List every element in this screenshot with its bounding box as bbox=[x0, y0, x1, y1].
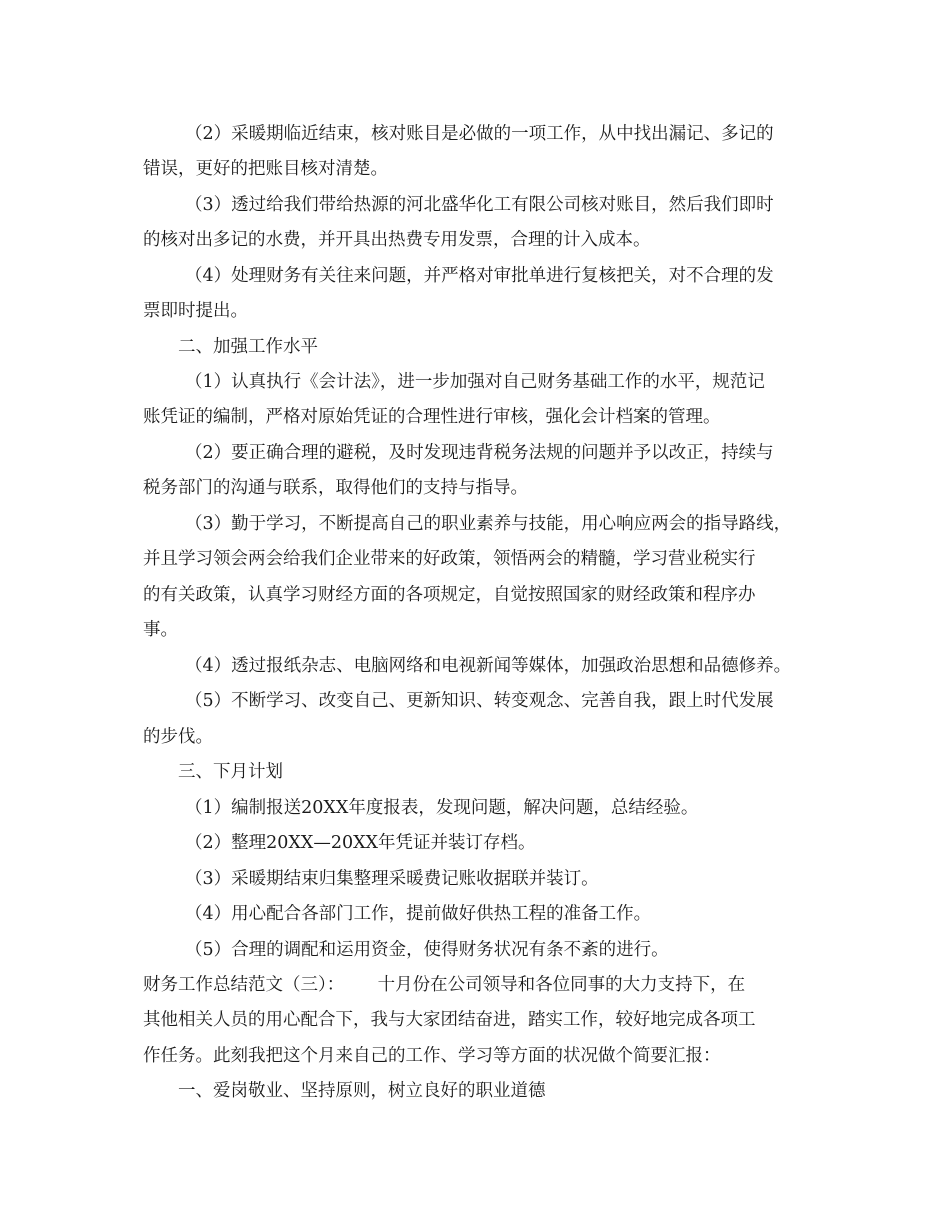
text-line: （4）处理财务有关往来问题，并严格对审批单进行复核把关，对不合理的发 bbox=[185, 266, 774, 286]
text-line: （3）勤于学习，不断提高自己的职业素养与技能，用心响应两会的指导路线， bbox=[185, 514, 792, 534]
text-line: 的核对出多记的水费，并开具出热费专用发票，合理的计入成本。 bbox=[143, 230, 651, 250]
section-heading: 二、加强工作水平 bbox=[178, 337, 318, 357]
section-heading: 一、爱岗敬业、坚持原则，树立良好的职业道德 bbox=[178, 1081, 546, 1101]
text-line: （3）透过给我们带给热源的河北盛华化工有限公司核对账目，然后我们即时 bbox=[185, 195, 774, 215]
text-line: 票即时提出。 bbox=[143, 301, 248, 321]
text-line: 其他相关人员的用心配合下，我与大家团结奋进，踏实工作，较好地完成各项工 bbox=[143, 1010, 756, 1030]
text-line: （4）用心配合各部门工作，提前做好供热工程的准备工作。 bbox=[185, 904, 652, 924]
text-line: 账凭证的编制，严格对原始凭证的合理性进行审核，强化会计档案的管理。 bbox=[143, 407, 721, 427]
text-line: （3）采暖期结束归集整理采暖费记账收据联并装订。 bbox=[185, 869, 599, 889]
text-line: （2）采暖期临近结束，核对账目是必做的一项工作，从中找出漏记、多记的 bbox=[185, 124, 774, 144]
text-line: 财务工作总结范文（三）： 十月份在公司领导和各位同事的大力支持下，在 bbox=[143, 975, 746, 995]
text-line: （5）合理的调配和运用资金，使得财务状况有条不紊的进行。 bbox=[185, 940, 669, 960]
text-line: 并且学习领会两会给我们企业带来的好政策，领悟两会的精髓，学习营业税实行 bbox=[143, 549, 756, 569]
text-line: 的有关政策，认真学习财经方面的各项规定，自觉按照国家的财经政策和程序办 bbox=[143, 585, 756, 605]
section-heading: 三、下月计划 bbox=[178, 762, 283, 782]
text-line: 税务部门的沟通与联系，取得他们的支持与指导。 bbox=[143, 478, 528, 498]
text-line: （2）整理20XX—20XX年凭证并装订存档。 bbox=[185, 833, 536, 853]
text-line: 错误，更好的把账目核对清楚。 bbox=[143, 159, 388, 179]
text-line: （5）不断学习、改变自己、更新知识、转变观念、完善自我，跟上时代发展 bbox=[185, 691, 774, 711]
text-line: 的步伐。 bbox=[143, 727, 213, 747]
text-line: （4）透过报纸杂志、电脑网络和电视新闻等媒体，加强政治思想和品德修养。 bbox=[185, 656, 792, 676]
text-line: （2）要正确合理的避税，及时发现违背税务法规的问题并予以改正，持续与 bbox=[185, 443, 774, 463]
text-line: 事。 bbox=[143, 620, 178, 640]
text-line: （1）认真执行《会计法》，进一步加强对自己财务基础工作的水平，规范记 bbox=[185, 372, 765, 392]
text-line: 作任务。此刻我把这个月来自己的工作、学习等方面的状况做个简要汇报： bbox=[143, 1046, 721, 1066]
text-line: （1）编制报送20XX年度报表，发现问题，解决问题，总结经验。 bbox=[185, 798, 699, 818]
